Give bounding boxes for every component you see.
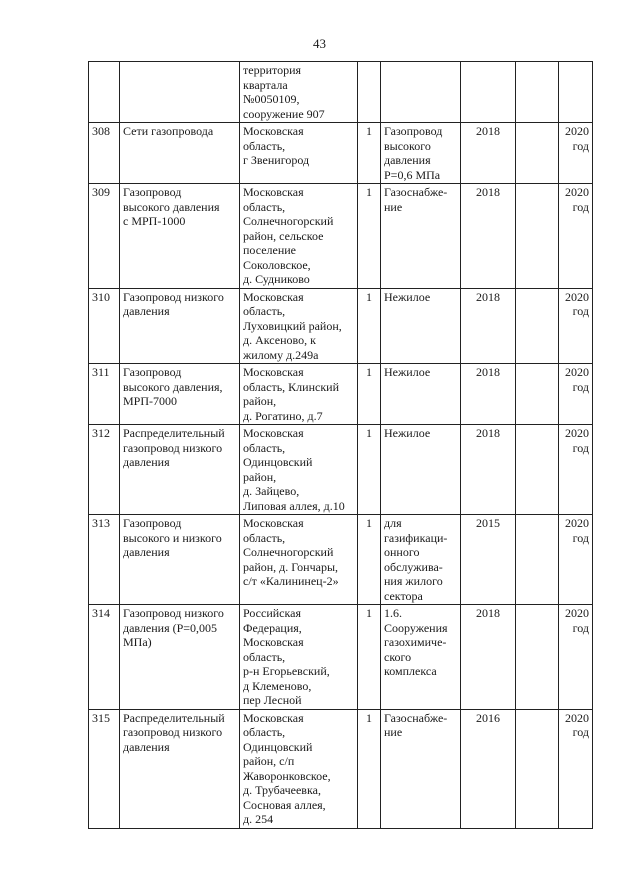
year-cell: 2018 [461,123,516,184]
row-number-cell: 309 [89,184,120,289]
object-name-cell: Распределительный газопровод низкого давления [120,425,240,515]
quantity-cell: 1 [358,515,381,605]
row-number-cell: 308 [89,123,120,184]
table-row [89,364,593,425]
row-number-cell: 315 [89,709,120,828]
year-cell: 2018 [461,288,516,364]
year-cell: 2018 [461,184,516,289]
address-cell: Московская область, Солнечногорский район, сельское поселение Соколовское, д. Судниково [240,184,358,289]
table-row [89,123,593,184]
completion-cell: 2020 год [559,605,593,710]
address-cell: Российская Федерация, Московская область, р-н Егорьевский, д Клеменово, пер Лесной [240,605,358,710]
empty-cell [516,364,559,425]
quantity-cell: 1 [358,709,381,828]
row-number-cell: 313 [89,515,120,605]
purpose-cell: Нежилое [381,364,461,425]
table-row [89,425,593,515]
purpose-cell: Нежилое [381,425,461,515]
object-name-cell: Распределительный газопровод низкого давления [120,709,240,828]
table-row [89,62,593,123]
property-registry-table [88,61,593,829]
table-row [89,605,593,710]
table-row [89,184,593,289]
purpose-cell: Газопровод высокого давления Р=0,6 МПа [381,123,461,184]
address-cell: Московская область, Одинцовский район, с/п Жаворонковское, д. Трубачеевка, Сосновая аллея, д. 254 [240,709,358,828]
empty-cell [516,709,559,828]
year-cell: 2015 [461,515,516,605]
completion-cell: 2020 год [559,123,593,184]
completion-cell: 2020 год [559,709,593,828]
page-number: 43 [313,36,326,51]
empty-cell [516,123,559,184]
object-name-cell: Газопровод высокого и низкого давления [120,515,240,605]
row-number-cell: 311 [89,364,120,425]
quantity-cell: 1 [358,605,381,710]
table-row [89,515,593,605]
year-cell: 2018 [461,364,516,425]
table-row [89,288,593,364]
completion-cell: 2020 год [559,184,593,289]
empty-cell [516,184,559,289]
year-cell: 2018 [461,605,516,710]
object-name-cell: Газопровод низкого давления [120,288,240,364]
object-name-cell: Газопровод высокого давления, МРП-7000 [120,364,240,425]
purpose-cell [381,62,461,123]
purpose-cell: для газификаци- онного обслужива- ния жилого сектора [381,515,461,605]
address-cell: территория квартала №0050109, сооружение 907 [240,62,358,123]
object-name-cell: Газопровод низкого давления (Р=0,005 МПа) [120,605,240,710]
empty-cell [516,605,559,710]
completion-cell: 2020 год [559,425,593,515]
empty-cell [516,515,559,605]
quantity-cell: 1 [358,288,381,364]
purpose-cell: Газоснабже- ние [381,184,461,289]
quantity-cell: 1 [358,425,381,515]
quantity-cell: 1 [358,123,381,184]
purpose-cell: Нежилое [381,288,461,364]
purpose-cell: Газоснабже- ние [381,709,461,828]
table-row [89,709,593,828]
completion-cell: 2020 год [559,364,593,425]
empty-cell [516,425,559,515]
quantity-cell [358,62,381,123]
object-name-cell [120,62,240,123]
quantity-cell: 1 [358,364,381,425]
address-cell: Московская область, Одинцовский район, д. Зайцево, Липовая аллея, д.10 [240,425,358,515]
quantity-cell: 1 [358,184,381,289]
completion-cell: 2020 год [559,515,593,605]
year-cell: 2016 [461,709,516,828]
empty-cell [516,62,559,123]
completion-cell [559,62,593,123]
address-cell: Московская область, Луховицкий район, д. Аксеново, к жилому д.249а [240,288,358,364]
completion-cell: 2020 год [559,288,593,364]
empty-cell [516,288,559,364]
row-number-cell: 314 [89,605,120,710]
year-cell: 2018 [461,425,516,515]
row-number-cell: 312 [89,425,120,515]
row-number-cell [89,62,120,123]
row-number-cell: 310 [89,288,120,364]
address-cell: Московская область, Клинский район, д. Рогатино, д.7 [240,364,358,425]
address-cell: Московская область, Солнечногорский район, д. Гончары, с/т «Калининец-2» [240,515,358,605]
year-cell [461,62,516,123]
object-name-cell: Газопровод высокого давления с МРП-1000 [120,184,240,289]
object-name-cell: Сети газопровода [120,123,240,184]
address-cell: Московская область, г Звенигород [240,123,358,184]
purpose-cell: 1.6. Сооружения газохимиче- ского комплекса [381,605,461,710]
